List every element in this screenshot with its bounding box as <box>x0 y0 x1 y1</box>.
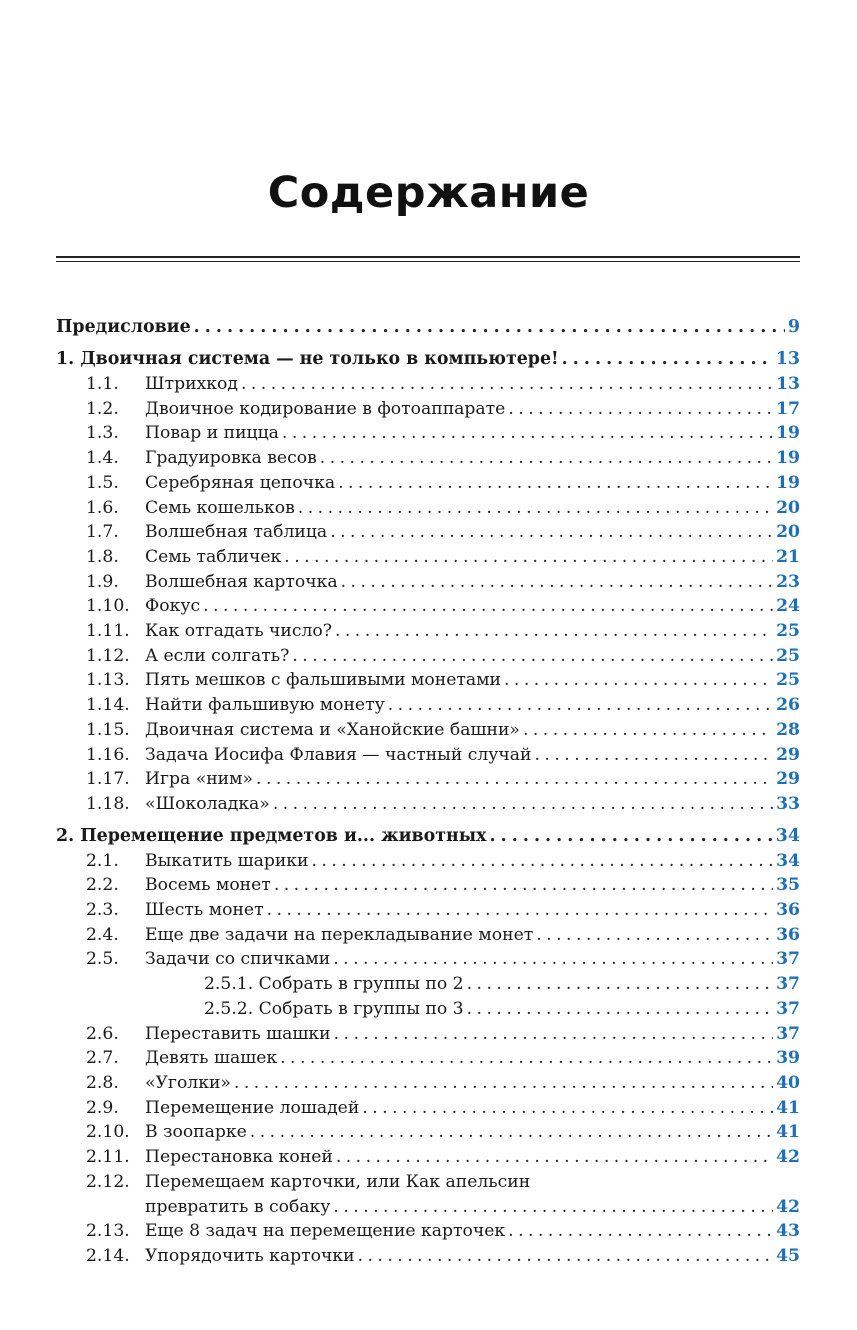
toc-entry-title: Пять мешков с фальшивыми монетами <box>145 670 501 691</box>
toc-leader-dots <box>320 446 773 471</box>
toc-entry-number: 1.14. <box>86 695 130 716</box>
toc-page-number[interactable]: 34 <box>775 825 800 846</box>
toc-page-number[interactable]: 34 <box>776 850 800 871</box>
toc-leader-dots <box>508 1219 773 1244</box>
toc-entry-number: 2.11. <box>86 1147 130 1168</box>
toc-entry-title: 2.5.1. Собрать в группы по 2 <box>204 974 464 995</box>
toc-page-number[interactable]: 13 <box>775 349 800 369</box>
toc-entry-number: 2.9. <box>86 1097 119 1118</box>
toc-chapter[interactable] <box>56 314 800 340</box>
toc-entry-number: 1.7. <box>86 522 119 543</box>
toc-leader-dots <box>338 471 773 496</box>
toc-entry-title: Повар и пицца <box>145 423 279 444</box>
toc-leader-dots <box>250 1120 773 1145</box>
toc-page-number[interactable]: 25 <box>776 645 800 666</box>
toc-page-number[interactable]: 35 <box>776 875 800 896</box>
toc-entry-number: 2.8. <box>86 1072 119 1093</box>
toc-entry-title-line1: Перемещаем карточки, или Как апельсин <box>145 1171 531 1192</box>
toc-entry[interactable] <box>56 520 800 545</box>
title-rule-thin <box>56 261 800 262</box>
toc-entry-title: Восемь монет <box>145 875 271 896</box>
toc-entry[interactable] <box>56 570 800 595</box>
toc-entry[interactable] <box>56 1145 800 1170</box>
toc-leader-dots <box>536 923 773 948</box>
toc-entry[interactable] <box>56 496 800 521</box>
toc-page-number[interactable]: 13 <box>776 374 800 394</box>
toc-page-number[interactable]: 29 <box>776 769 800 790</box>
toc-page-number[interactable]: 37 <box>776 998 800 1019</box>
toc-entry-title: Перестановка коней <box>145 1147 333 1168</box>
toc-leader-dots <box>292 644 773 669</box>
toc-entry-title: Девять шашек <box>145 1048 278 1069</box>
toc-entry[interactable] <box>56 1120 800 1145</box>
toc-page-number[interactable]: 9 <box>787 317 800 337</box>
toc-entry[interactable] <box>56 792 800 817</box>
toc-page-number[interactable]: 41 <box>776 1097 800 1118</box>
toc-entry-2-12[interactable] <box>56 1170 800 1195</box>
toc-entry[interactable] <box>56 421 800 446</box>
toc-leader-dots <box>284 545 773 570</box>
toc-entry-number: 2.2. <box>86 875 119 896</box>
toc-entry-title: Серебряная цепочка <box>145 472 336 493</box>
toc-page-number[interactable]: 19 <box>776 448 800 469</box>
page-title: Содержание <box>267 168 590 218</box>
toc-entry-title: Упорядочить карточки <box>145 1245 355 1266</box>
toc-chapter-title: 1. Двоичная система — не только в компьютере! <box>56 349 559 369</box>
toc-entry-number: 1.6. <box>86 497 119 518</box>
toc-entry-title: А если солгать? <box>145 645 290 666</box>
toc-leader-dots <box>334 1022 773 1047</box>
toc-page-number[interactable]: 28 <box>776 719 800 740</box>
toc-page-number[interactable]: 23 <box>776 571 800 592</box>
toc-page-number[interactable]: 36 <box>776 900 800 921</box>
toc-entry-title: Волшебная карточка <box>145 571 338 592</box>
toc-entry-title: Семь табличек <box>145 546 282 567</box>
toc-entry-title: «Уголки» <box>145 1072 231 1093</box>
toc-leader-dots <box>341 570 773 595</box>
toc-entry-number: 2.4. <box>86 924 119 945</box>
toc-entry-number: 2.14. <box>86 1245 130 1266</box>
toc-entry[interactable] <box>56 718 800 743</box>
toc-leader-dots <box>282 421 773 446</box>
toc-entry[interactable] <box>56 849 800 874</box>
toc-entry[interactable] <box>56 1022 800 1047</box>
toc-entry-number: 2.3. <box>86 900 119 921</box>
toc-entry-title: Еще две задачи на перекладывание монет <box>145 924 534 945</box>
toc-leader-dots <box>203 594 773 619</box>
toc-leader-dots <box>534 743 773 768</box>
toc-entry-title: Еще 8 задач на перемещение карточек <box>145 1221 506 1242</box>
toc-page-number[interactable]: 37 <box>776 974 800 995</box>
toc-leader-dots <box>256 767 773 792</box>
toc-entry-number: 1.1. <box>86 374 119 394</box>
toc-page-number[interactable]: 25 <box>776 621 800 642</box>
toc-entry[interactable] <box>56 471 800 496</box>
toc-entry[interactable] <box>56 668 800 693</box>
toc-entry-title: Градуировка весов <box>145 448 317 469</box>
toc-leader-dots <box>467 972 773 997</box>
toc-entry-number: 1.18. <box>86 793 130 814</box>
toc-entry-title: Игра «ним» <box>145 769 254 790</box>
toc-entry-number: 1.3. <box>86 423 119 444</box>
toc-entry-number: 2.1. <box>86 850 119 871</box>
toc-entry-number: 2.12. <box>86 1171 130 1192</box>
toc-page-number[interactable]: 24 <box>776 596 800 617</box>
title-rule-thick <box>56 256 800 258</box>
toc-entry-title: Переставить шашки <box>145 1023 331 1044</box>
toc-entry-number: 2.7. <box>86 1048 119 1069</box>
toc-entry[interactable] <box>56 619 800 644</box>
toc-entry-number: 1.4. <box>86 448 119 469</box>
toc-entry[interactable] <box>56 923 800 948</box>
toc-entry-title: Двоичное кодирование в фотоаппарате <box>145 398 506 419</box>
toc-page-number[interactable]: 45 <box>776 1245 800 1266</box>
toc-entry-title: 2.5.2. Собрать в группы по 3 <box>204 998 464 1019</box>
toc-entry[interactable] <box>56 997 800 1022</box>
toc-entry[interactable] <box>56 693 800 718</box>
toc-entry[interactable] <box>56 397 800 422</box>
toc-entry[interactable] <box>56 372 800 397</box>
toc-leader-dots <box>362 1096 773 1121</box>
toc-page-number[interactable]: 37 <box>776 1023 800 1044</box>
toc-leader-dots <box>336 1145 773 1170</box>
toc-entry-number: 1.10. <box>86 596 130 617</box>
toc-entry-title: Штрихкод <box>145 374 238 394</box>
toc-leader-dots <box>298 496 773 521</box>
toc-page-number[interactable]: 21 <box>776 546 800 567</box>
toc-page-number[interactable]: 36 <box>776 924 800 945</box>
toc-entry-number: 1.9. <box>86 571 119 592</box>
toc-entry-title: «Шоколадка» <box>145 793 270 814</box>
toc-chapter[interactable] <box>56 346 800 372</box>
toc-page-number[interactable]: 26 <box>776 695 800 716</box>
toc-entry-title: В зоопарке <box>145 1122 247 1143</box>
toc-page-number[interactable]: 20 <box>776 522 800 543</box>
toc-entry-title: Двоичная система и «Ханойские башни» <box>145 719 520 740</box>
toc-page-number[interactable]: 41 <box>776 1122 800 1143</box>
toc-entry[interactable] <box>56 594 800 619</box>
toc-leader-dots <box>280 1046 773 1071</box>
toc-entry[interactable] <box>56 644 800 669</box>
toc-entry[interactable] <box>56 446 800 471</box>
toc-page-number[interactable]: 43 <box>776 1221 800 1242</box>
toc-entry-number: 1.11. <box>86 621 130 642</box>
toc-entry-title: Фокус <box>145 596 201 617</box>
toc-leader-dots <box>274 873 773 898</box>
toc-entry-number: 2.6. <box>86 1023 119 1044</box>
toc-leader-dots <box>194 314 785 340</box>
toc-leader-dots <box>490 823 773 849</box>
toc-entry-title-line2: превратить в собаку <box>145 1196 331 1217</box>
toc-entry[interactable] <box>56 947 800 972</box>
toc-page-number[interactable]: 19 <box>776 423 800 444</box>
toc-entry[interactable] <box>56 1096 800 1121</box>
toc-entry-title: Волшебная таблица <box>145 522 328 543</box>
toc-entry[interactable] <box>56 898 800 923</box>
toc-page-number[interactable]: 39 <box>776 1048 800 1069</box>
toc-page-number[interactable]: 17 <box>776 398 800 419</box>
toc-page-number[interactable]: 25 <box>776 670 800 691</box>
toc-page-number[interactable]: 20 <box>776 497 800 518</box>
toc-entry-number: 1.8. <box>86 546 119 567</box>
toc-entry[interactable] <box>56 1046 800 1071</box>
toc-leader-dots <box>311 849 773 874</box>
toc-leader-dots <box>330 520 773 545</box>
toc-entry-title: Шесть монет <box>145 900 264 921</box>
toc-leader-dots <box>241 372 773 397</box>
toc-entry-title: Выкатить шарики <box>145 850 309 871</box>
toc-leader-dots <box>234 1071 773 1096</box>
toc-page-number[interactable]: 29 <box>776 744 800 765</box>
toc-entry-number: 1.15. <box>86 719 130 740</box>
toc-entry-title: Задачи со спичками <box>145 949 331 970</box>
toc-entry-number: 1.2. <box>86 398 119 419</box>
toc-leader-dots <box>333 1195 773 1220</box>
toc-leader-dots <box>504 668 773 693</box>
toc-leader-dots <box>523 718 773 743</box>
toc-entry-title: Найти фальшивую монету <box>145 695 385 716</box>
toc-entry[interactable] <box>56 972 800 997</box>
toc-page-number[interactable]: 37 <box>776 949 800 970</box>
toc-entry-title: Как отгадать число? <box>145 621 332 642</box>
toc-entry-number: 1.13. <box>86 670 130 691</box>
toc-entry[interactable] <box>56 743 800 768</box>
toc-chapter-title: 2. Перемещение предметов и... животных <box>56 825 487 846</box>
toc-page-number[interactable]: 42 <box>776 1196 800 1217</box>
toc-page-number[interactable]: 19 <box>776 472 800 493</box>
toc-entry[interactable] <box>56 545 800 570</box>
toc-leader-dots <box>562 346 773 372</box>
table-of-contents <box>56 314 800 1269</box>
toc-page-number[interactable]: 40 <box>776 1072 800 1093</box>
toc-entry[interactable] <box>56 1071 800 1096</box>
toc-entry-number: 1.16. <box>86 744 130 765</box>
toc-entry[interactable] <box>56 767 800 792</box>
toc-entry-number: 1.17. <box>86 769 130 790</box>
toc-leader-dots <box>358 1244 774 1269</box>
toc-page-number[interactable]: 33 <box>776 793 800 814</box>
toc-leader-dots <box>508 397 773 422</box>
toc-entry[interactable] <box>56 873 800 898</box>
toc-entry-2-12-continued[interactable] <box>56 1195 800 1220</box>
toc-entry-number: 2.5. <box>86 949 119 970</box>
toc-chapter-title: Предисловие <box>56 317 191 337</box>
toc-entry-title: Задача Иосифа Флавия — частный случай <box>145 744 532 765</box>
toc-entry-number: 1.5. <box>86 472 119 493</box>
toc-chapter[interactable] <box>56 823 800 849</box>
toc-entry-2-13[interactable] <box>56 1219 800 1244</box>
toc-entry-2-14[interactable] <box>56 1244 800 1269</box>
toc-page-number[interactable]: 42 <box>776 1147 800 1168</box>
toc-leader-dots <box>333 947 773 972</box>
toc-leader-dots <box>335 619 773 644</box>
toc-leader-dots <box>273 792 773 817</box>
toc-entry-title: Перемещение лошадей <box>145 1097 360 1118</box>
toc-leader-dots <box>388 693 773 718</box>
toc-entry-title: Семь кошельков <box>145 497 295 518</box>
toc-entry-number: 2.10. <box>86 1122 130 1143</box>
toc-entry-number: 2.13. <box>86 1221 130 1242</box>
toc-leader-dots <box>467 997 773 1022</box>
toc-leader-dots <box>267 898 773 923</box>
toc-entry-number: 1.12. <box>86 645 130 666</box>
